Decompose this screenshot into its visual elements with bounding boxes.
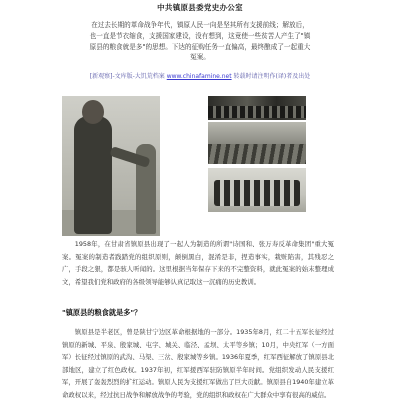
- historical-photo-crowd: [208, 96, 306, 120]
- photo-foreground-figure: [74, 116, 112, 234]
- body-paragraph-2: [62, 326, 334, 400]
- reprint-notice: [40, 71, 360, 80]
- body-paragraph-1-text: 1958年，在甘肃省镇原县出现了一起人为制造的所谓"诗国和、张万寿反革命集团"重大冤案。冤案的制造者践踏党的组织原则，颠倒黑白，混淆是非，捏造事实，栽赃陷害，其残忍之广，手段之狠，都是骇人听闻的。这里根据当年保存下来的不完整资料，就此冤案的始末整理成文，希望我们党和政府的各级领导能够认真记取这一沉痛的历史教训。: [62, 240, 334, 286]
- historical-photo-group: [208, 168, 306, 212]
- chinafamine-link[interactable]: www.chinafamine.net: [166, 73, 232, 80]
- historical-photo-main: [62, 96, 160, 236]
- body-paragraph-2-text: 镇原县是半老区，曾是陕甘宁边区革命根据地的一部分。1935年8月，红二十五军长征经过镇原的新城、平泉、殷家城、屯字、城关、临泾、孟坝、太平等乡镇；10月，中央红军（一方面军）长征经过镇原的武沟、马渠、三岔、殷家城等乡镇。1936年夏季，红军西征解放了镇原县北部地区，建立了红色政权。1937年初，红军援西军驻防镇原半年时间。党组织发动人民支援红军，开展了轰轰烈烈的扩红运动。镇原人民为支援红军做出了巨大贡献。镇原县自1940年建立革命政权以来，经过抗日战争和解放战争的考验，党的组织和政权在广大群众中享有很高的威信。: [62, 328, 334, 399]
- photo-figure-head: [82, 100, 104, 124]
- intro-text: 在过去长期的革命战争年代，镇原人民一向是坚其所有支援前线；解放后，也一直是节衣缩食，支援国家建设，没有想到，这竟使一些贫苦人产生了"镇原县的粮食就是多"的思想。下达的征购任务一直偏高，最终酿成了一起重大冤案。: [89, 21, 311, 62]
- photo-group-people: [214, 180, 300, 206]
- body-paragraph-1: [62, 238, 334, 288]
- reprint-suffix: 转载时请注明作(译)者及出处: [233, 73, 311, 80]
- intro-paragraph: [88, 20, 312, 63]
- photo-field-rows: [208, 144, 306, 164]
- historical-photo-field: [208, 122, 306, 164]
- section-heading: "镇原县的粮食就是多"？: [62, 308, 142, 317]
- photo-crowd-people: [208, 106, 306, 118]
- document-header-title: 中共镇原县委党史办公室: [157, 3, 243, 12]
- reprint-prefix: [新观察]-文库版-大饥荒档案: [89, 73, 165, 80]
